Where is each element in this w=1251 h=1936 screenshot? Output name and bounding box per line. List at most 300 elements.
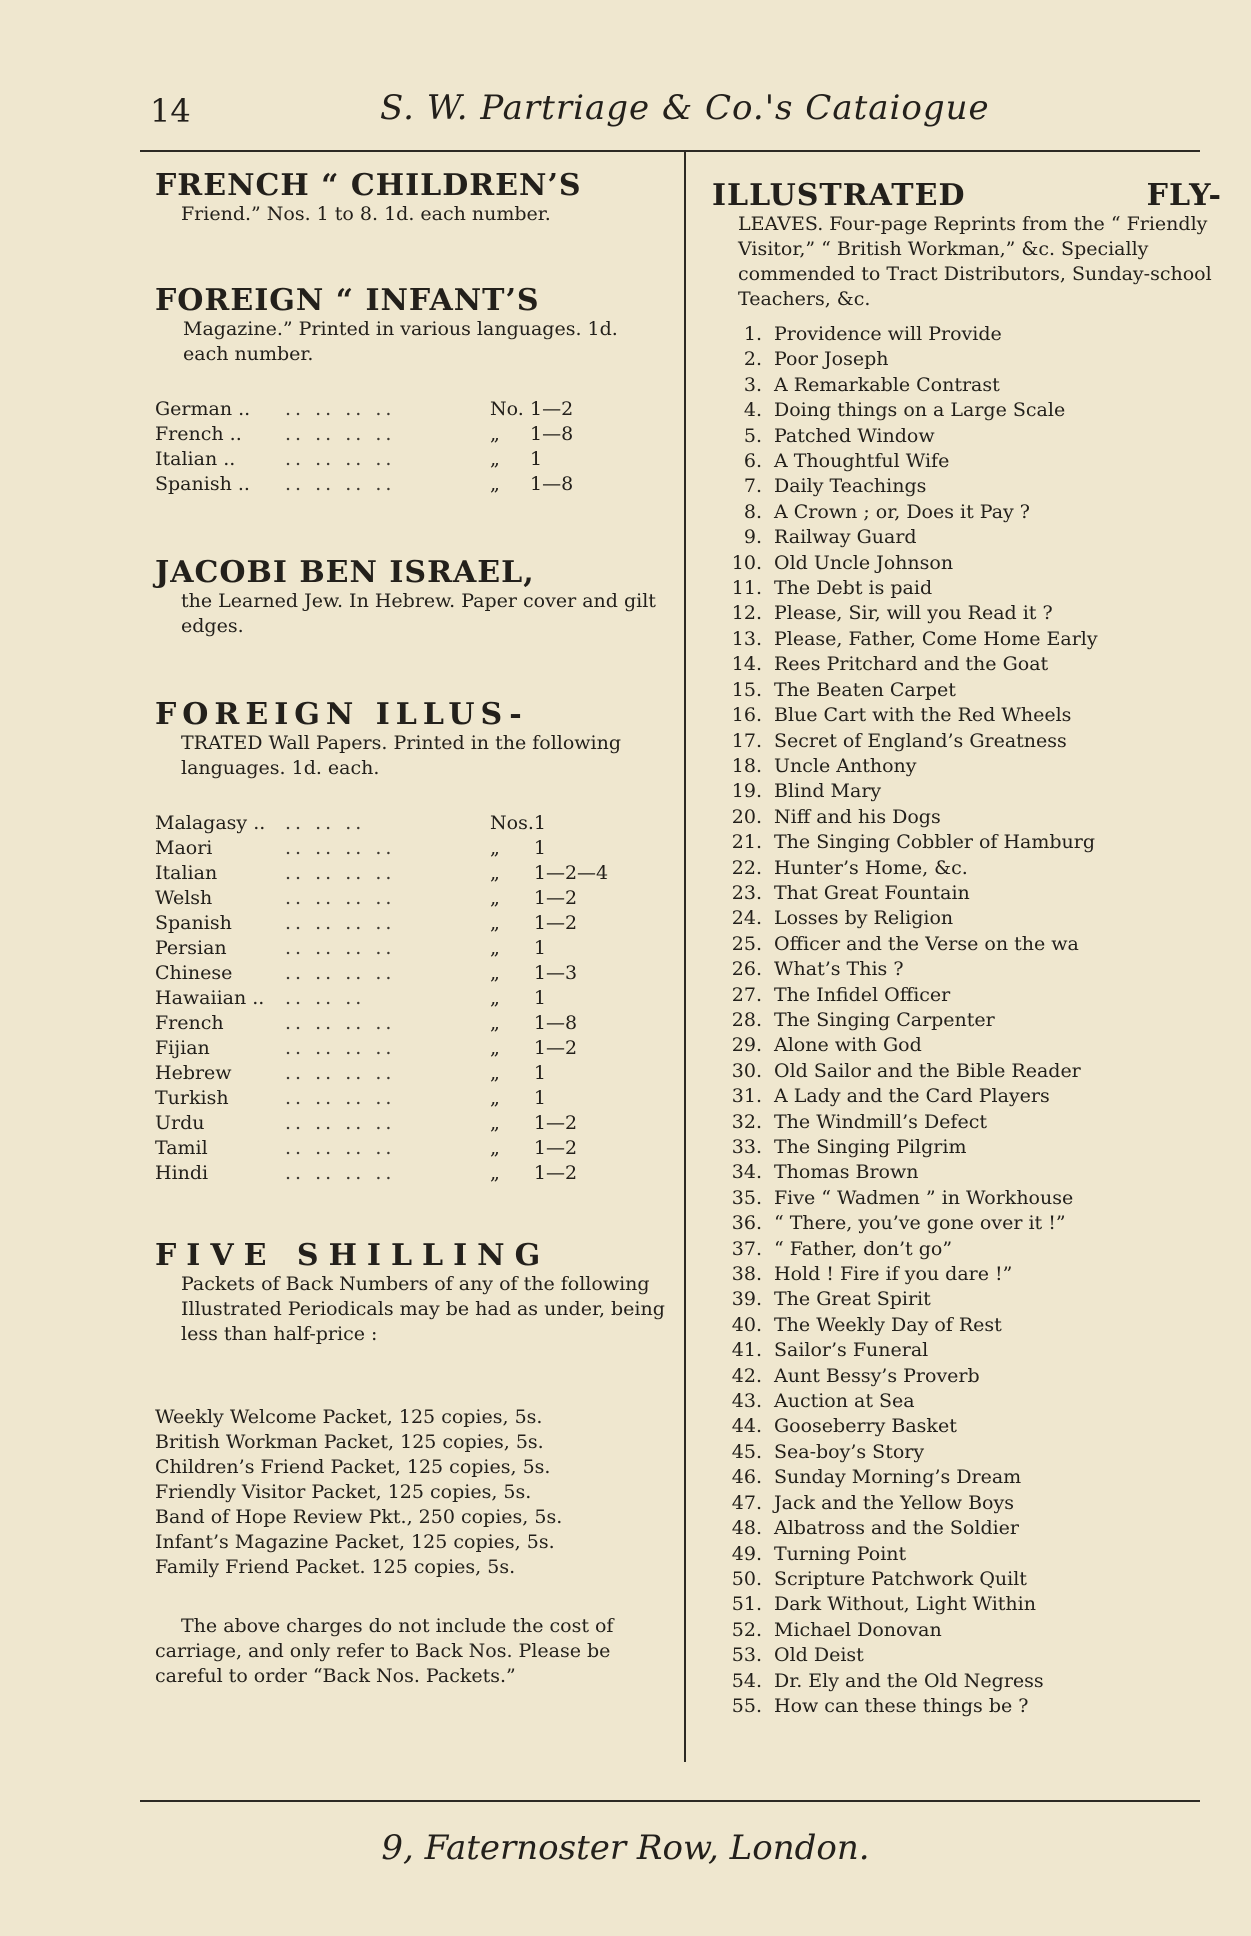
item-title: Uncle Anthony (774, 754, 917, 777)
item-title: Old Sailor and the Bible Reader (774, 1059, 1081, 1082)
leader-dots: .. .. .. .. (285, 1162, 396, 1184)
number-prefix: „ (490, 1162, 500, 1184)
list-item (712, 779, 1222, 804)
number-prefix: Nos. (490, 812, 534, 834)
table-row (155, 911, 675, 936)
fly-leaves-heading (712, 180, 1222, 212)
item-title: “ There, you’ve gone over it !” (774, 1212, 1066, 1235)
list-item (712, 1389, 1222, 1414)
table-row (155, 936, 675, 961)
list-item (712, 957, 1222, 982)
entry-description: the Learned Jew. In Hebrew. Paper cover and gilt edges. (181, 590, 656, 637)
item-number: 33. (731, 1136, 762, 1158)
language-name: Hebrew (155, 1062, 232, 1084)
table-row (155, 447, 675, 472)
leader-dots: .. .. .. .. (285, 912, 396, 934)
number-prefix: „ (490, 1012, 500, 1034)
list-item: Band of Hope Review Pkt., 250 copies, 5s. (155, 1506, 563, 1528)
item-number: 45. (731, 1440, 762, 1463)
carriage-note: The above charges do not include the cost of carriage, and only refer to Back Nos. Please be careful to order “Back Nos. Packets.” (155, 1615, 614, 1687)
list-item: British Workman Packet, 125 copies, 5s. (155, 1431, 544, 1453)
list-item (712, 373, 1222, 398)
leader-dots: .. .. .. .. (285, 1012, 396, 1034)
entry-jacobi-ben-israel (155, 557, 665, 639)
item-number: 54. (731, 1669, 762, 1692)
list-item: Weekly Welcome Packet, 125 copies, 5s. (155, 1406, 543, 1428)
list-item (712, 932, 1222, 957)
list-item (712, 1694, 1222, 1719)
item-number: 42. (731, 1364, 762, 1387)
item-title: The Debt is paid (774, 577, 933, 600)
item-title: Thomas Brown (774, 1161, 919, 1184)
item-number: 47. (731, 1491, 762, 1514)
item-number: 12. (731, 602, 762, 625)
number-prefix: „ (490, 1087, 500, 1109)
item-number: 18. (731, 754, 762, 777)
number-range: 1 (533, 1087, 546, 1109)
item-title: Auction at Sea (774, 1390, 915, 1413)
list-item (712, 449, 1222, 474)
language-name: German .. (155, 398, 251, 420)
item-title: Providence will Provide (774, 323, 1002, 345)
list-item (712, 1364, 1222, 1389)
entry-childrens-friend (155, 170, 665, 227)
list-item (712, 1414, 1222, 1439)
packet-list (155, 1405, 665, 1580)
number-range: 1 (533, 837, 546, 859)
number-range: 1—2 (533, 1037, 578, 1059)
list-item (712, 1643, 1222, 1668)
number-range: 1—2 (533, 1112, 578, 1134)
item-title: How can these things be ? (774, 1694, 1029, 1717)
item-title: Five “ Wadmen ” in Workhouse (774, 1186, 1074, 1209)
list-item (712, 1237, 1222, 1262)
table-row (155, 422, 675, 447)
list-item (712, 703, 1222, 728)
table-row (155, 1011, 675, 1036)
leader-dots: .. .. .. .. (285, 887, 396, 909)
item-number: 26. (731, 958, 762, 981)
left-column (155, 170, 665, 1689)
item-number: 44. (731, 1415, 762, 1438)
number-prefix: No. (490, 398, 524, 420)
item-title: That Great Fountain (774, 881, 970, 904)
list-item (712, 551, 1222, 576)
leader-dots: .. .. .. (285, 812, 366, 834)
item-title: Gooseberry Basket (774, 1415, 957, 1438)
leader-dots: .. .. .. .. (285, 962, 396, 984)
running-title: S. W. Partriage & Co.'s Cataiogue (380, 88, 990, 128)
item-number: 52. (731, 1618, 762, 1641)
number-prefix: „ (490, 987, 500, 1009)
entry-description: Packets of Back Numbers of any of the following Illustrated Periodicals may be had as under, being less than half-price : (181, 1273, 665, 1345)
list-item (712, 1542, 1222, 1567)
item-number: 51. (731, 1593, 762, 1616)
item-number: 30. (731, 1059, 762, 1082)
table-row (155, 1111, 675, 1136)
item-title: Jack and the Yellow Boys (774, 1491, 1014, 1514)
list-item (712, 347, 1222, 372)
list-item (712, 1008, 1222, 1033)
footer-address: 9, Faternoster Row, London. (381, 1828, 870, 1868)
item-number: 25. (731, 932, 762, 955)
leader-dots: .. .. .. (285, 987, 366, 1009)
list-item (712, 1516, 1222, 1541)
list-item (712, 983, 1222, 1008)
bottom-rule (140, 1800, 1200, 1802)
language-name: Turkish (155, 1087, 229, 1109)
list-item (712, 1287, 1222, 1312)
right-column (712, 180, 1222, 1719)
item-number: 32. (731, 1110, 762, 1133)
list-item (712, 1262, 1222, 1287)
list-item (712, 906, 1222, 931)
list-item (712, 1033, 1222, 1058)
language-name: Spanish (155, 912, 232, 934)
list-item: Friendly Visitor Packet, 125 copies, 5s. (155, 1481, 532, 1503)
item-title: The Infidel Officer (774, 983, 951, 1006)
item-title: A Crown ; or, Does it Pay ? (774, 500, 1030, 523)
item-number: 55. (731, 1694, 762, 1717)
item-title: The Singing Cobbler of Hamburg (774, 831, 1096, 854)
language-name: Spanish .. (155, 473, 250, 495)
list-item (712, 1110, 1222, 1135)
list-item (712, 525, 1222, 550)
item-number: 53. (731, 1644, 762, 1667)
language-name: Italian .. (155, 448, 236, 470)
number-range: 1 (530, 448, 543, 470)
entry-title: FOREIGN “ INFANT’S (155, 283, 540, 318)
item-title: Losses by Religion (774, 907, 954, 930)
table-row (155, 1036, 675, 1061)
number-range: 1—8 (530, 423, 574, 445)
leader-dots: .. .. .. .. (285, 1062, 396, 1084)
item-number: 28. (731, 1008, 762, 1031)
leader-dots: .. .. .. .. (285, 1112, 396, 1134)
list-item (712, 601, 1222, 626)
item-title: Patched Window (774, 424, 935, 447)
list-item (712, 576, 1222, 601)
number-prefix: „ (490, 1137, 500, 1159)
number-range: 1 (533, 937, 546, 959)
list-item (712, 398, 1222, 423)
number-range: 1—8 (530, 473, 574, 495)
item-title: What’s This ? (774, 958, 904, 981)
leader-dots: .. .. .. .. (285, 448, 396, 470)
number-prefix: „ (490, 962, 500, 984)
item-number: 4. (743, 399, 762, 422)
table-row (155, 886, 675, 911)
leader-dots: .. .. .. .. (285, 398, 396, 420)
language-name: Persian (155, 937, 227, 959)
item-number: 11. (731, 577, 762, 600)
list-item: Family Friend Packet. 125 copies, 5s. (155, 1556, 516, 1578)
number-prefix: „ (490, 448, 500, 470)
entry-title: JACOBI BEN ISRAEL, (155, 555, 535, 590)
running-header (150, 88, 1200, 138)
item-title: Sailor’s Funeral (774, 1339, 929, 1362)
list-item (712, 754, 1222, 779)
item-number: 9. (743, 526, 762, 549)
item-title: The Windmill’s Defect (774, 1110, 987, 1133)
item-number: 46. (731, 1466, 762, 1489)
leader-dots: .. .. .. .. (285, 473, 396, 495)
number-prefix: „ (490, 423, 500, 445)
item-number: 1. (743, 323, 762, 345)
number-range: 1 (533, 812, 546, 834)
item-title: Sea-boy’s Story (774, 1440, 925, 1463)
list-item (712, 805, 1222, 830)
item-title: Old Uncle Johnson (774, 551, 954, 574)
item-title: Railway Guard (774, 526, 917, 549)
item-title: The Great Spirit (774, 1288, 931, 1311)
table-row (155, 1161, 675, 1186)
item-title: Poor Joseph (774, 348, 889, 371)
list-item (712, 881, 1222, 906)
entry-title-part-a: ILLUSTRATED (712, 178, 966, 213)
table-row (155, 1061, 675, 1086)
item-title: A Lady and the Card Players (774, 1085, 1050, 1108)
item-title: Turning Point (774, 1542, 907, 1565)
item-number: 13. (731, 627, 762, 650)
top-rule (140, 150, 1200, 152)
leader-dots: .. .. .. .. (285, 837, 396, 859)
item-number: 40. (731, 1313, 762, 1336)
item-number: 48. (731, 1517, 762, 1540)
item-number: 29. (731, 1034, 762, 1057)
item-title: Blue Cart with the Red Wheels (774, 704, 1072, 727)
number-range: 1 (533, 1062, 546, 1084)
list-item (712, 500, 1222, 525)
list-item (712, 1567, 1222, 1592)
item-number: 22. (731, 856, 762, 879)
item-title: Doing things on a Large Scale (774, 399, 1066, 422)
number-range: 1—2—4 (533, 862, 609, 884)
item-title: A Remarkable Contrast (774, 373, 1000, 396)
item-title: Please, Father, Come Home Early (774, 627, 1098, 650)
language-name: Welsh (155, 887, 213, 909)
list-item (712, 729, 1222, 754)
item-number: 17. (731, 729, 762, 752)
language-name: French (155, 1012, 224, 1034)
list-item (712, 1491, 1222, 1516)
list-item (712, 424, 1222, 449)
entry-title: FRENCH “ CHILDREN’S (155, 168, 582, 203)
number-range: 1—2 (533, 887, 578, 909)
item-number: 20. (731, 805, 762, 828)
list-item (712, 678, 1222, 703)
language-name: Chinese (155, 962, 233, 984)
list-item (712, 1440, 1222, 1465)
table-row (155, 961, 675, 986)
fly-leaves-list (712, 322, 1222, 1719)
item-title: Dark Without, Light Within (774, 1593, 1036, 1616)
number-prefix: „ (490, 473, 500, 495)
entry-description: Magazine.” Printed in various languages. 1d. each number. (183, 318, 618, 365)
item-title: The Singing Carpenter (774, 1008, 995, 1031)
item-number: 35. (731, 1186, 762, 1209)
list-item (712, 1186, 1222, 1211)
item-number: 38. (731, 1263, 762, 1286)
number-prefix: „ (490, 1037, 500, 1059)
item-number: 23. (731, 881, 762, 904)
list-item (712, 1160, 1222, 1185)
leader-dots: .. .. .. .. (285, 1137, 396, 1159)
item-number: 21. (731, 831, 762, 854)
list-item (712, 1618, 1222, 1643)
list-item (712, 1211, 1222, 1236)
number-prefix: „ (490, 862, 500, 884)
item-number: 2. (743, 348, 762, 371)
entry-description: TRATED Wall Papers. Printed in the following languages. 1d. each. (181, 732, 622, 779)
list-item (712, 1592, 1222, 1617)
item-title: Scripture Patchwork Quilt (774, 1567, 1027, 1590)
number-range: 1—2 (533, 912, 578, 934)
item-number: 36. (731, 1212, 762, 1235)
list-item (712, 652, 1222, 677)
item-title: Niff and his Dogs (774, 805, 941, 828)
entry-foreign-wall-papers (155, 699, 665, 1186)
list-item (712, 1313, 1222, 1338)
number-prefix: „ (490, 912, 500, 934)
entry-title: FOREIGN ILLUS- (155, 697, 528, 732)
item-title: “ Father, don’t go” (774, 1237, 953, 1260)
item-number: 49. (731, 1542, 762, 1565)
list-item (712, 474, 1222, 499)
entry-description: LEAVES. Four-page Reprints from the “ Friendly Visitor,” “ British Workman,” &c. Specially commended to Tract Distributors, Sunday-school Teachers, &c. (738, 213, 1212, 310)
table-row (155, 836, 675, 861)
item-title: Rees Pritchard and the Goat (774, 653, 1049, 676)
table-row (155, 1086, 675, 1111)
table-row (155, 1136, 675, 1161)
item-number: 39. (731, 1288, 762, 1311)
number-prefix: „ (490, 1112, 500, 1134)
language-name: Fijian (155, 1037, 210, 1059)
item-title: Secret of England’s Greatness (774, 729, 1067, 752)
item-title: The Weekly Day of Rest (774, 1313, 1002, 1336)
list-item (712, 1338, 1222, 1363)
language-name: French .. (155, 423, 242, 445)
leader-dots: .. .. .. .. (285, 1037, 396, 1059)
item-title: Hold ! Fire if you dare !” (774, 1263, 1013, 1286)
item-number: 27. (731, 983, 762, 1006)
language-name: Urdu (155, 1112, 205, 1134)
language-table (155, 397, 675, 497)
list-item (712, 1084, 1222, 1109)
list-item: Infant’s Magazine Packet, 125 copies, 5s. (155, 1531, 555, 1553)
entry-infants-magazine (155, 285, 665, 497)
item-number: 50. (731, 1567, 762, 1590)
item-number: 31. (731, 1085, 762, 1108)
table-row (155, 986, 675, 1011)
item-number: 19. (731, 780, 762, 803)
item-number: 6. (743, 450, 762, 473)
list-item (712, 856, 1222, 881)
item-title: Old Deist (774, 1644, 864, 1667)
item-number: 14. (731, 653, 762, 676)
number-prefix: „ (490, 887, 500, 909)
language-table (155, 811, 675, 1186)
list-item (712, 830, 1222, 855)
item-title: Aunt Bessy’s Proverb (774, 1364, 980, 1387)
language-name: Hindi (155, 1162, 209, 1184)
language-name: Maori (155, 837, 213, 859)
item-number: 10. (731, 551, 762, 574)
item-title: Daily Teachings (774, 475, 927, 498)
number-range: 1 (533, 987, 546, 1009)
item-title: A Thoughtful Wife (774, 450, 950, 473)
item-number: 3. (743, 373, 762, 396)
item-number: 16. (731, 704, 762, 727)
language-name: Tamil (155, 1137, 208, 1159)
entry-description: Friend.” Nos. 1 to 8. 1d. each number. (181, 203, 551, 225)
item-number: 8. (743, 500, 762, 523)
item-number: 41. (731, 1339, 762, 1362)
item-number: 34. (731, 1161, 762, 1184)
list-item (712, 1135, 1222, 1160)
language-name: Italian (155, 862, 218, 884)
number-range: 1—2 (530, 398, 574, 420)
item-number: 15. (731, 678, 762, 701)
page-number: 14 (150, 92, 191, 130)
list-item (712, 627, 1222, 652)
number-range: 1—3 (533, 962, 578, 984)
leader-dots: .. .. .. .. (285, 937, 396, 959)
language-name: Hawaiian .. (155, 987, 265, 1009)
item-number: 43. (731, 1390, 762, 1413)
entry-title: FIVE SHILLING (155, 1238, 551, 1273)
item-title: Dr. Ely and the Old Negress (774, 1669, 1044, 1692)
language-name: Malagasy .. (155, 812, 266, 834)
item-title: Hunter’s Home, &c. (774, 856, 968, 879)
item-title: The Singing Pilgrim (774, 1136, 967, 1158)
item-title: Please, Sir, will you Read it ? (774, 602, 1053, 625)
list-item (712, 1059, 1222, 1084)
item-number: 5. (743, 424, 762, 447)
table-row (155, 811, 675, 836)
number-range: 1—2 (533, 1162, 578, 1184)
leader-dots: .. .. .. .. (285, 862, 396, 884)
item-title: Blind Mary (774, 780, 882, 803)
entry-title-part-b: FLY- (1146, 178, 1222, 213)
item-title: Officer and the Verse on the wa (774, 932, 1079, 955)
number-range: 1—8 (533, 1012, 578, 1034)
leader-dots: .. .. .. .. (285, 423, 396, 445)
number-prefix: „ (490, 1062, 500, 1084)
table-row (155, 397, 675, 422)
item-title: Albatross and the Soldier (774, 1517, 1020, 1540)
list-item (712, 1669, 1222, 1694)
item-title: The Beaten Carpet (774, 678, 956, 701)
item-number: 37. (731, 1237, 762, 1260)
table-row (155, 472, 675, 497)
table-row (155, 861, 675, 886)
number-prefix: „ (490, 837, 500, 859)
list-item (712, 322, 1222, 347)
column-divider (684, 152, 686, 1762)
item-title: Sunday Morning’s Dream (774, 1466, 1022, 1489)
item-number: 24. (731, 907, 762, 930)
item-title: Michael Donovan (774, 1618, 942, 1641)
list-item (712, 1465, 1222, 1490)
item-number: 7. (743, 475, 762, 498)
number-range: 1—2 (533, 1137, 578, 1159)
leader-dots: .. .. .. .. (285, 1087, 396, 1109)
number-prefix: „ (490, 937, 500, 959)
list-item: Children’s Friend Packet, 125 copies, 5s. (155, 1456, 551, 1478)
item-title: Alone with God (774, 1034, 922, 1057)
entry-five-shilling-packets (155, 1240, 665, 1689)
